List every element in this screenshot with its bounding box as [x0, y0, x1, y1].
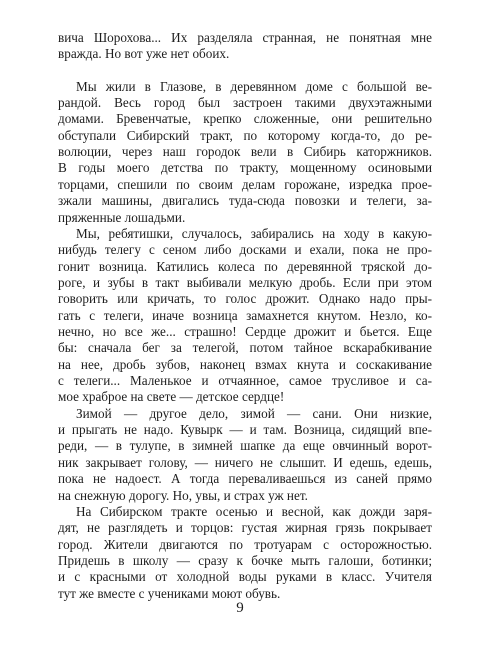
- text-line: Придешь в школу — сразу к бочке мыть галоши, ботинки;: [58, 552, 432, 568]
- text-line: волюции, через наш городок вели в Сибирь каторжников.: [58, 144, 432, 160]
- text-line: гать с телеги, иначе возница замахнется кнутом. Незло, ко-: [58, 307, 432, 323]
- text-line: Мы жили в Глазове, в деревянном доме с большой ве-: [76, 78, 432, 94]
- text-line: роге, и зубы в такт выбивали мелкую дробь. Если при этом: [58, 274, 432, 290]
- text-line: пока не надоест. А тогда переваливаешься из саней прямо: [58, 471, 432, 487]
- text-line: нибудь телегу с сеном либо досками и ехали, пока не про-: [58, 242, 432, 258]
- text-line: дят, не разглядеть и торцов: густая жирная грязь покрывает: [58, 520, 432, 536]
- text-line: и прыгать не надо. Кувырк — и там. Возница, сидящий впе-: [58, 422, 432, 438]
- text-line: и с красными от холодной воды руками в класс. Учителя: [58, 569, 432, 585]
- text-line: на снежную дорогу. Но, увы, и страх уж нет.: [58, 487, 308, 503]
- page-number: 9: [236, 600, 244, 616]
- text-line: говорить или кричать, то голос дрожит. Однако надо пры-: [58, 291, 432, 307]
- text-line: гонит возница. Катились колеса по деревянной тряской до-: [58, 258, 432, 274]
- text-line: обступали Сибирский тракт, по которому когда-то, до ре-: [58, 127, 432, 143]
- text-line: рандой. Весь город был застроен такими двухэтажными: [58, 95, 432, 111]
- text-line: реди, — в тулупе, в зимней шапке да еще овчинный ворот-: [58, 438, 432, 454]
- text-line: с телеги... Маленькое и отчаянное, самое трусливое и са-: [58, 373, 432, 388]
- text-line: нечно, но все же... страшно! Сердце дрожит и бьется. Еще: [58, 324, 432, 339]
- text-line: вича Шорохова... Их разделяла странная, не понятная мне: [58, 30, 432, 45]
- text-line: тут же вместе с учениками моют обувь.: [58, 585, 281, 601]
- text-line: торцами, спешили по своим делам горожане, изредка прое-: [58, 176, 432, 192]
- text-line: бы: сначала бег за телегой, потом тайное вскарабкивание: [58, 340, 432, 356]
- text-line: вражда. Но вот уже нет обоих.: [58, 46, 230, 62]
- text-line: зжали машины, двигались туда-сюда повозки и телеги, за-: [58, 193, 432, 209]
- text-line: Зимой — другое дело, зимой — сани. Они низкие,: [76, 405, 432, 421]
- text-line: ник закрывает голову, — ничего не слышит. И едешь, едешь,: [58, 454, 432, 470]
- text-line: домами. Бревенчатые, крепко сложенные, они решительно: [58, 111, 432, 127]
- text-line: На Сибирском тракте осенью и весной, как дожди заря-: [76, 503, 432, 519]
- text-line: мое храброе на свете — детское сердце!: [58, 389, 285, 405]
- text-line: Мы, ребятишки, случалось, забирались на ходу в какую-: [76, 225, 432, 241]
- text-line: на нее, дробь зубов, наконец взмах кнута и соскакивание: [58, 356, 432, 372]
- text-line: В годы моего детства по тракту, мощенному осиновыми: [58, 160, 432, 176]
- text-line: город. Жители двигаются по тротуарам с осторожностью.: [58, 536, 432, 552]
- text-line: пряженные лошадьми.: [58, 209, 186, 225]
